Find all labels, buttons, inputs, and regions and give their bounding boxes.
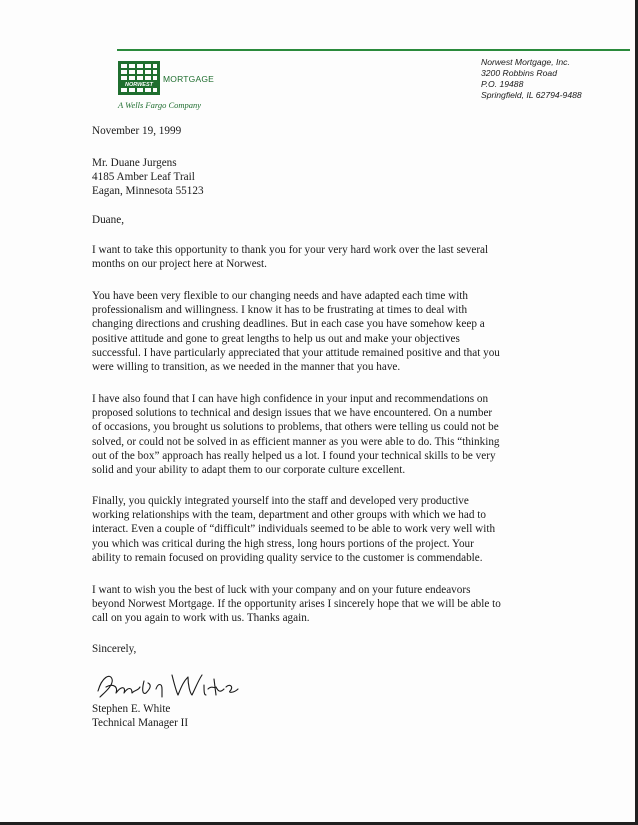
paragraph-line: call on you again to work with us. Thanks again.	[92, 612, 310, 625]
address-line: 3200 Robbins Road	[481, 68, 557, 78]
company-logo	[118, 57, 238, 113]
logo-mark-text: NORWEST	[124, 82, 154, 88]
letterhead-rule	[117, 49, 630, 51]
closing: Sincerely,	[92, 643, 137, 655]
paragraph-line: ability to remain focused on providing quality service to the customer is commendable.	[92, 551, 483, 564]
paragraph-line: professionalism and willingness. I know it has to be frustrating at times to deal with	[92, 304, 468, 317]
body-paragraph	[92, 243, 488, 271]
body-paragraph	[92, 583, 501, 626]
salutation: Duane,	[92, 214, 124, 226]
logo-wordmark: MORTGAGE	[163, 74, 215, 84]
paragraph-line: interact. Even a couple of “difficult” individuals seemed to be able to work very well with	[92, 523, 496, 536]
paragraph-line: changing directions and crushing deadlines. But in each case you have somehow keep a	[92, 318, 485, 331]
recipient-line: Mr. Duane Jurgens	[92, 157, 177, 169]
signer-title: Technical Manager II	[92, 717, 189, 730]
paragraph-line: of occasions, you brought us solutions to problems, that others were telling us could not be	[92, 421, 499, 434]
paragraph-line: I want to take this opportunity to thank you for your very hard work over the last several	[92, 244, 489, 256]
address-line: Norwest Mortgage, Inc.	[481, 57, 570, 67]
recipient-address	[92, 156, 204, 199]
norwest-logo-icon	[118, 61, 160, 95]
address-line: P.O. 19488	[481, 79, 524, 89]
paragraph-line: positive attitude and gone to great lengths to help us out and make your objectives	[92, 332, 460, 345]
body-paragraph	[92, 392, 500, 477]
recipient-line: Eagan, Minnesota 55123	[92, 185, 204, 198]
paragraph-line: beyond Norwest Mortgage. If the opportunity arises I sincerely hope that we will be able to	[92, 598, 501, 611]
paragraph-line: out of the box” approach has really helped us a lot. I found your technical skills to be very	[92, 449, 496, 462]
handwritten-signature	[92, 667, 242, 701]
paragraph-line: I want to wish you the best of luck with your company and on your future endeavors	[92, 584, 471, 596]
logo-subtitle: A Wells Fargo Company	[118, 100, 202, 110]
paragraph-line: were willing to transition, as we needed in the manner that you have.	[92, 361, 401, 374]
paragraph-line: proposed solutions to technical and design issues that we have encountered. On a number	[92, 407, 493, 420]
paragraph-line: you which was critical during the high stress, long hours portions of the project. Your	[92, 537, 474, 550]
paragraph-line: working relationships with the team, department and other groups with which we had to	[92, 509, 486, 522]
company-address	[481, 57, 582, 101]
address-line: Springfield, IL 62794-9488	[481, 90, 582, 100]
paragraph-line: solid and your ability to adapt them to our corporate culture excellent.	[92, 464, 406, 477]
signer-name: Stephen E. White	[92, 703, 171, 715]
paragraph-line: You have been very flexible to our changing needs and have adapted each time with	[92, 290, 469, 302]
signer-block	[92, 702, 188, 730]
paragraph-line: Finally, you quickly integrated yourself into the staff and developed very productive	[92, 495, 469, 507]
letter-date: November 19, 1999	[92, 125, 182, 137]
paragraph-line: I have also found that I can have high confidence in your input and recommendations on	[92, 393, 489, 405]
paragraph-line: months on our project here at Norwest.	[92, 258, 267, 271]
body-paragraph	[92, 494, 495, 565]
body-paragraph	[92, 289, 500, 374]
paragraph-line: successful. I have particularly appreciated that your attitude remained positive and that you	[92, 346, 500, 359]
recipient-line: 4185 Amber Leaf Trail	[92, 171, 195, 184]
paragraph-line: solved, or could not be solved in as efficient manner as you were able to do. This “thinking	[92, 435, 500, 448]
